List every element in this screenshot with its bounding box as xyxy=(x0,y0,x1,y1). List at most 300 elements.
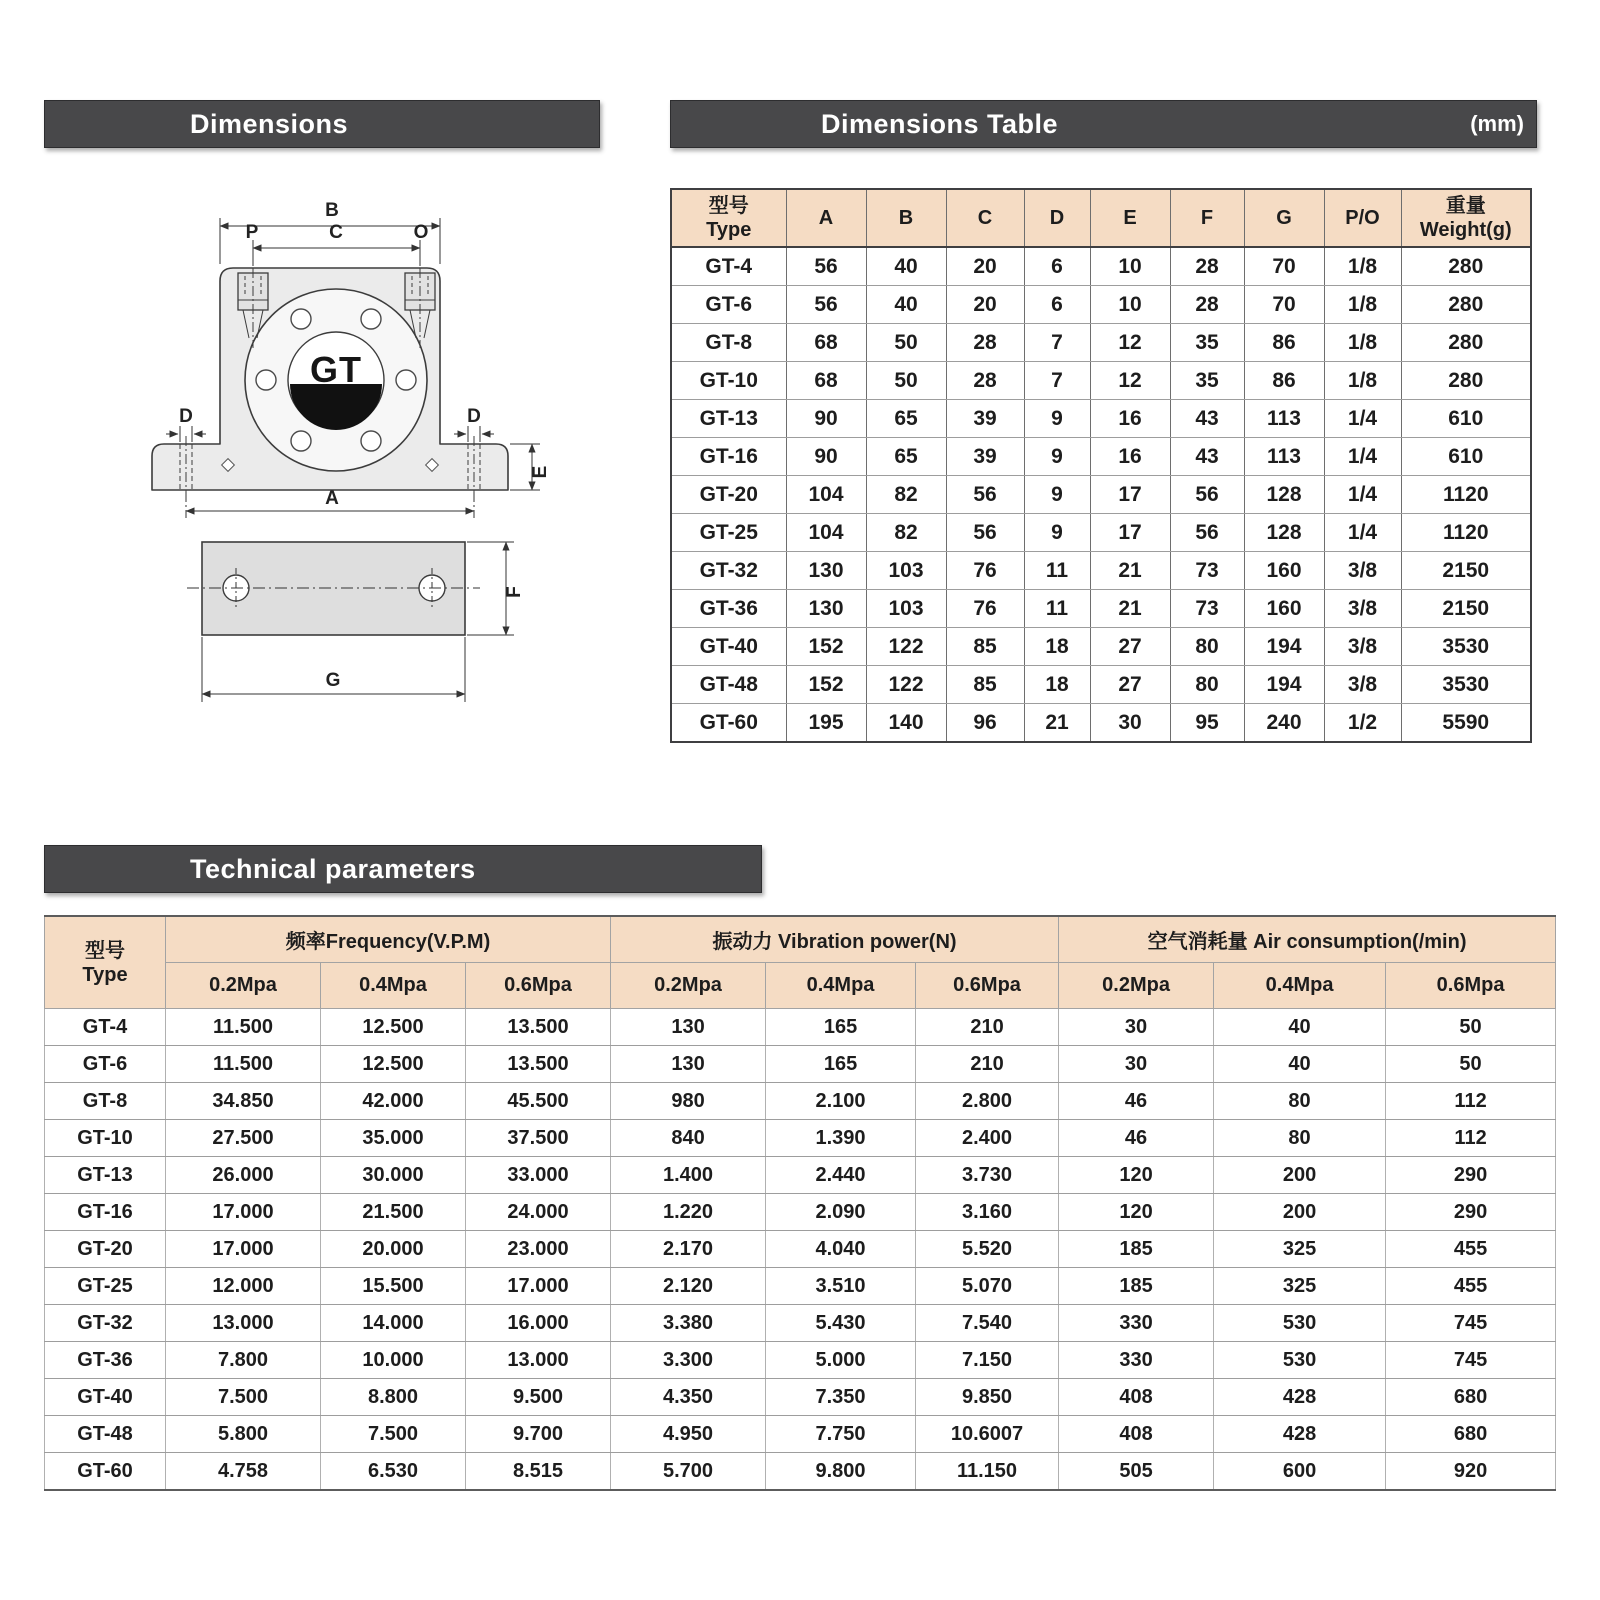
col-header-type xyxy=(45,916,166,1009)
value-cell: 3.380 xyxy=(611,1305,766,1342)
value-cell: 1/4 xyxy=(1324,514,1401,552)
value-cell: 200 xyxy=(1214,1157,1386,1194)
value-cell: 80 xyxy=(1170,628,1244,666)
value-cell: 43 xyxy=(1170,438,1244,476)
value-cell: 194 xyxy=(1244,666,1324,704)
value-cell: 13.000 xyxy=(466,1342,611,1379)
value-cell: 17.000 xyxy=(166,1231,321,1268)
table-row xyxy=(671,476,1531,514)
value-cell: 76 xyxy=(946,590,1024,628)
pressure-header: 0.6Mpa xyxy=(916,963,1059,1009)
technical-parameters-table xyxy=(44,915,1556,1491)
table-row xyxy=(45,1416,1556,1453)
table-row xyxy=(671,286,1531,324)
type-cell: GT-8 xyxy=(671,324,786,362)
value-cell: 2.120 xyxy=(611,1268,766,1305)
value-cell: 24.000 xyxy=(466,1194,611,1231)
value-cell: 4.950 xyxy=(611,1416,766,1453)
pressure-header: 0.6Mpa xyxy=(466,963,611,1009)
type-cell: GT-60 xyxy=(671,704,786,743)
value-cell: 16 xyxy=(1090,438,1170,476)
value-cell: 160 xyxy=(1244,590,1324,628)
type-cell: GT-32 xyxy=(671,552,786,590)
value-cell: 28 xyxy=(946,362,1024,400)
technical-table-body xyxy=(45,1009,1556,1491)
value-cell: 1.390 xyxy=(766,1120,916,1157)
value-cell: 11.500 xyxy=(166,1046,321,1083)
value-cell: 40 xyxy=(1214,1046,1386,1083)
pressure-header: 0.6Mpa xyxy=(1386,963,1556,1009)
value-cell: 1.220 xyxy=(611,1194,766,1231)
type-cell: GT-25 xyxy=(45,1268,166,1305)
col-header-d: D xyxy=(1024,189,1090,247)
table-row xyxy=(671,552,1531,590)
value-cell: 15.500 xyxy=(321,1268,466,1305)
table-row xyxy=(45,1194,1556,1231)
value-cell: 82 xyxy=(866,514,946,552)
value-cell: 120 xyxy=(1059,1194,1214,1231)
value-cell: 325 xyxy=(1214,1268,1386,1305)
value-cell: 65 xyxy=(866,400,946,438)
dim-label-g: G xyxy=(325,670,341,691)
value-cell: 76 xyxy=(946,552,1024,590)
front-view xyxy=(152,200,551,518)
value-cell: 56 xyxy=(786,286,866,324)
value-cell: 1/4 xyxy=(1324,400,1401,438)
value-cell: 185 xyxy=(1059,1268,1214,1305)
value-cell: 7 xyxy=(1024,324,1090,362)
value-cell: 50 xyxy=(866,324,946,362)
group-header-air-consumption: 空气消耗量 Air consumption(/min) xyxy=(1059,916,1556,963)
pressure-header: 0.2Mpa xyxy=(1059,963,1214,1009)
value-cell: 4.758 xyxy=(166,1453,321,1491)
value-cell: 14.000 xyxy=(321,1305,466,1342)
value-cell: 104 xyxy=(786,476,866,514)
value-cell: 9 xyxy=(1024,400,1090,438)
value-cell: 40 xyxy=(1214,1009,1386,1046)
type-cell: GT-20 xyxy=(671,476,786,514)
value-cell: 130 xyxy=(786,590,866,628)
value-cell: 5.430 xyxy=(766,1305,916,1342)
pressure-header: 0.2Mpa xyxy=(611,963,766,1009)
dim-label-c: C xyxy=(329,222,343,243)
dimension-drawing xyxy=(130,180,600,740)
value-cell: 120 xyxy=(1059,1157,1214,1194)
type-cell: GT-16 xyxy=(45,1194,166,1231)
value-cell: 40 xyxy=(866,247,946,286)
table-row xyxy=(671,362,1531,400)
dim-label-f: F xyxy=(504,586,525,598)
value-cell: 530 xyxy=(1214,1305,1386,1342)
col-header-type-cn: 型号 xyxy=(708,195,749,217)
type-cell: GT-6 xyxy=(45,1046,166,1083)
value-cell: 73 xyxy=(1170,552,1244,590)
value-cell: 20.000 xyxy=(321,1231,466,1268)
dim-label-o: O xyxy=(413,222,429,243)
col-header-f: F xyxy=(1170,189,1244,247)
dim-c xyxy=(253,240,420,266)
value-cell: 11.500 xyxy=(166,1009,321,1046)
value-cell: 2.170 xyxy=(611,1231,766,1268)
value-cell: 13.500 xyxy=(466,1009,611,1046)
value-cell: 210 xyxy=(916,1046,1059,1083)
value-cell: 21 xyxy=(1024,704,1090,743)
value-cell: 240 xyxy=(1244,704,1324,743)
value-cell: 56 xyxy=(1170,514,1244,552)
value-cell: 122 xyxy=(866,628,946,666)
dimensions-table-body xyxy=(671,247,1531,742)
value-cell: 3530 xyxy=(1401,666,1531,704)
col-header-type-cn: 型号 xyxy=(85,939,125,962)
table-row xyxy=(45,1379,1556,1416)
value-cell: 16 xyxy=(1090,400,1170,438)
value-cell: 113 xyxy=(1244,400,1324,438)
value-cell: 745 xyxy=(1386,1342,1556,1379)
pressure-header: 0.4Mpa xyxy=(766,963,916,1009)
value-cell: 90 xyxy=(786,400,866,438)
value-cell: 30 xyxy=(1059,1009,1214,1046)
value-cell: 10 xyxy=(1090,286,1170,324)
value-cell: 86 xyxy=(1244,362,1324,400)
value-cell: 7.800 xyxy=(166,1342,321,1379)
value-cell: 2.090 xyxy=(766,1194,916,1231)
value-cell: 4.040 xyxy=(766,1231,916,1268)
col-header-weight-cn: 重量 xyxy=(1445,195,1486,217)
value-cell: 530 xyxy=(1214,1342,1386,1379)
value-cell: 3.730 xyxy=(916,1157,1059,1194)
technical-section-header xyxy=(44,845,762,893)
value-cell: 70 xyxy=(1244,286,1324,324)
type-cell: GT-4 xyxy=(45,1009,166,1046)
value-cell: 8.515 xyxy=(466,1453,611,1491)
value-cell: 610 xyxy=(1401,400,1531,438)
value-cell: 68 xyxy=(786,324,866,362)
value-cell: 7.540 xyxy=(916,1305,1059,1342)
type-cell: GT-16 xyxy=(671,438,786,476)
type-cell: GT-13 xyxy=(671,400,786,438)
value-cell: 17.000 xyxy=(166,1194,321,1231)
value-cell: 17 xyxy=(1090,514,1170,552)
value-cell: 20 xyxy=(946,286,1024,324)
technical-title: Technical parameters xyxy=(190,853,476,884)
value-cell: 9 xyxy=(1024,514,1090,552)
value-cell: 90 xyxy=(786,438,866,476)
value-cell: 50 xyxy=(866,362,946,400)
value-cell: 2150 xyxy=(1401,590,1531,628)
value-cell: 40 xyxy=(866,286,946,324)
value-cell: 920 xyxy=(1386,1453,1556,1491)
pressure-header: 0.4Mpa xyxy=(1214,963,1386,1009)
value-cell: 56 xyxy=(1170,476,1244,514)
value-cell: 35 xyxy=(1170,324,1244,362)
value-cell: 11.150 xyxy=(916,1453,1059,1491)
value-cell: 980 xyxy=(611,1083,766,1120)
col-header-type-en: Type xyxy=(706,219,752,241)
value-cell: 104 xyxy=(786,514,866,552)
value-cell: 2.440 xyxy=(766,1157,916,1194)
value-cell: 152 xyxy=(786,666,866,704)
dim-label-d-left: D xyxy=(179,406,193,427)
value-cell: 6.530 xyxy=(321,1453,466,1491)
value-cell: 840 xyxy=(611,1120,766,1157)
table-row xyxy=(45,1231,1556,1268)
value-cell: 122 xyxy=(866,666,946,704)
table-row xyxy=(671,324,1531,362)
value-cell: 45.500 xyxy=(466,1083,611,1120)
value-cell: 1/4 xyxy=(1324,438,1401,476)
value-cell: 5.800 xyxy=(166,1416,321,1453)
pressure-header: 0.4Mpa xyxy=(321,963,466,1009)
value-cell: 1120 xyxy=(1401,514,1531,552)
value-cell: 6 xyxy=(1024,286,1090,324)
value-cell: 2.100 xyxy=(766,1083,916,1120)
value-cell: 3/8 xyxy=(1324,590,1401,628)
value-cell: 12.000 xyxy=(166,1268,321,1305)
value-cell: 1/8 xyxy=(1324,324,1401,362)
table-row xyxy=(45,1305,1556,1342)
value-cell: 280 xyxy=(1401,286,1531,324)
value-cell: 103 xyxy=(866,590,946,628)
value-cell: 7 xyxy=(1024,362,1090,400)
value-cell: 56 xyxy=(946,476,1024,514)
value-cell: 2150 xyxy=(1401,552,1531,590)
value-cell: 325 xyxy=(1214,1231,1386,1268)
value-cell: 7.500 xyxy=(321,1416,466,1453)
value-cell: 96 xyxy=(946,704,1024,743)
value-cell: 82 xyxy=(866,476,946,514)
table-row xyxy=(45,1157,1556,1194)
value-cell: 1/8 xyxy=(1324,362,1401,400)
value-cell: 165 xyxy=(766,1046,916,1083)
value-cell: 290 xyxy=(1386,1157,1556,1194)
value-cell: 2.800 xyxy=(916,1083,1059,1120)
value-cell: 3/8 xyxy=(1324,666,1401,704)
value-cell: 27.500 xyxy=(166,1120,321,1157)
col-header-b: B xyxy=(866,189,946,247)
value-cell: 43 xyxy=(1170,400,1244,438)
value-cell: 3.510 xyxy=(766,1268,916,1305)
value-cell: 103 xyxy=(866,552,946,590)
value-cell: 5.070 xyxy=(916,1268,1059,1305)
dim-label-a: A xyxy=(325,488,339,509)
value-cell: 50 xyxy=(1386,1009,1556,1046)
value-cell: 26.000 xyxy=(166,1157,321,1194)
value-cell: 680 xyxy=(1386,1416,1556,1453)
value-cell: 165 xyxy=(766,1009,916,1046)
value-cell: 5.700 xyxy=(611,1453,766,1491)
col-header-po: P/O xyxy=(1324,189,1401,247)
value-cell: 3530 xyxy=(1401,628,1531,666)
value-cell: 9.700 xyxy=(466,1416,611,1453)
type-cell: GT-36 xyxy=(671,590,786,628)
dimensions-title: Dimensions xyxy=(190,108,349,139)
value-cell: 10 xyxy=(1090,247,1170,286)
type-cell: GT-48 xyxy=(671,666,786,704)
type-cell: GT-10 xyxy=(45,1120,166,1157)
table-row xyxy=(671,704,1531,743)
value-cell: 152 xyxy=(786,628,866,666)
value-cell: 39 xyxy=(946,400,1024,438)
col-header-a: A xyxy=(786,189,866,247)
dimensions-table-title: Dimensions Table xyxy=(821,108,1059,139)
col-header-weight xyxy=(1401,189,1531,247)
value-cell: 68 xyxy=(786,362,866,400)
value-cell: 20 xyxy=(946,247,1024,286)
value-cell: 280 xyxy=(1401,324,1531,362)
value-cell: 9.800 xyxy=(766,1453,916,1491)
value-cell: 18 xyxy=(1024,666,1090,704)
value-cell: 34.850 xyxy=(166,1083,321,1120)
product-label: GT xyxy=(310,349,362,390)
value-cell: 130 xyxy=(611,1046,766,1083)
value-cell: 85 xyxy=(946,666,1024,704)
value-cell: 73 xyxy=(1170,590,1244,628)
value-cell: 9.500 xyxy=(466,1379,611,1416)
dim-label-d-right: D xyxy=(467,406,481,427)
value-cell: 27 xyxy=(1090,628,1170,666)
value-cell: 5.000 xyxy=(766,1342,916,1379)
group-header-frequency: 频率Frequency(V.P.M) xyxy=(166,916,611,963)
value-cell: 9 xyxy=(1024,476,1090,514)
value-cell: 4.350 xyxy=(611,1379,766,1416)
value-cell: 28 xyxy=(1170,247,1244,286)
value-cell: 11 xyxy=(1024,552,1090,590)
col-header-type xyxy=(671,189,786,247)
value-cell: 600 xyxy=(1214,1453,1386,1491)
value-cell: 85 xyxy=(946,628,1024,666)
table-row xyxy=(45,1083,1556,1120)
type-cell: GT-8 xyxy=(45,1083,166,1120)
value-cell: 86 xyxy=(1244,324,1324,362)
value-cell: 7.500 xyxy=(166,1379,321,1416)
type-cell: GT-6 xyxy=(671,286,786,324)
value-cell: 140 xyxy=(866,704,946,743)
value-cell: 1/8 xyxy=(1324,286,1401,324)
table-row xyxy=(671,590,1531,628)
value-cell: 1120 xyxy=(1401,476,1531,514)
value-cell: 17.000 xyxy=(466,1268,611,1305)
value-cell: 428 xyxy=(1214,1416,1386,1453)
type-cell: GT-40 xyxy=(45,1379,166,1416)
value-cell: 16.000 xyxy=(466,1305,611,1342)
value-cell: 65 xyxy=(866,438,946,476)
value-cell: 33.000 xyxy=(466,1157,611,1194)
value-cell: 128 xyxy=(1244,476,1324,514)
value-cell: 21.500 xyxy=(321,1194,466,1231)
value-cell: 112 xyxy=(1386,1120,1556,1157)
value-cell: 200 xyxy=(1214,1194,1386,1231)
value-cell: 280 xyxy=(1401,247,1531,286)
value-cell: 194 xyxy=(1244,628,1324,666)
type-cell: GT-20 xyxy=(45,1231,166,1268)
value-cell: 680 xyxy=(1386,1379,1556,1416)
value-cell: 505 xyxy=(1059,1453,1214,1491)
value-cell: 128 xyxy=(1244,514,1324,552)
value-cell: 9.850 xyxy=(916,1379,1059,1416)
table-row xyxy=(671,400,1531,438)
table-row xyxy=(45,1120,1556,1157)
type-cell: GT-13 xyxy=(45,1157,166,1194)
value-cell: 455 xyxy=(1386,1231,1556,1268)
value-cell: 9 xyxy=(1024,438,1090,476)
value-cell: 5590 xyxy=(1401,704,1531,743)
col-header-e: E xyxy=(1090,189,1170,247)
group-header-vibration-power: 振动力 Vibration power(N) xyxy=(611,916,1059,963)
value-cell: 6 xyxy=(1024,247,1090,286)
table-row xyxy=(671,514,1531,552)
value-cell: 21 xyxy=(1090,590,1170,628)
value-cell: 10.6007 xyxy=(916,1416,1059,1453)
value-cell: 1/2 xyxy=(1324,704,1401,743)
value-cell: 46 xyxy=(1059,1120,1214,1157)
value-cell: 408 xyxy=(1059,1379,1214,1416)
value-cell: 1.400 xyxy=(611,1157,766,1194)
value-cell: 130 xyxy=(611,1009,766,1046)
value-cell: 13.500 xyxy=(466,1046,611,1083)
type-cell: GT-32 xyxy=(45,1305,166,1342)
value-cell: 408 xyxy=(1059,1416,1214,1453)
dimensions-table xyxy=(670,188,1532,743)
col-header-g: G xyxy=(1244,189,1324,247)
value-cell: 17 xyxy=(1090,476,1170,514)
value-cell: 112 xyxy=(1386,1083,1556,1120)
value-cell: 56 xyxy=(946,514,1024,552)
unit-note: (mm) xyxy=(1470,111,1524,136)
value-cell: 12.500 xyxy=(321,1046,466,1083)
value-cell: 23.000 xyxy=(466,1231,611,1268)
dim-label-e: E xyxy=(530,465,551,479)
value-cell: 3/8 xyxy=(1324,552,1401,590)
col-header-weight-en: Weight(g) xyxy=(1419,219,1512,241)
table-row xyxy=(671,438,1531,476)
type-cell: GT-48 xyxy=(45,1416,166,1453)
table-row xyxy=(671,247,1531,286)
col-header-type-en: Type xyxy=(82,963,128,986)
value-cell: 113 xyxy=(1244,438,1324,476)
technical-table-group-row xyxy=(45,916,1556,963)
bottom-view xyxy=(187,542,525,702)
type-cell: GT-4 xyxy=(671,247,786,286)
value-cell: 10.000 xyxy=(321,1342,466,1379)
table-row xyxy=(45,1046,1556,1083)
type-cell: GT-10 xyxy=(671,362,786,400)
value-cell: 745 xyxy=(1386,1305,1556,1342)
value-cell: 35 xyxy=(1170,362,1244,400)
value-cell: 210 xyxy=(916,1009,1059,1046)
value-cell: 1/8 xyxy=(1324,247,1401,286)
value-cell: 21 xyxy=(1090,552,1170,590)
value-cell: 11 xyxy=(1024,590,1090,628)
type-cell: GT-25 xyxy=(671,514,786,552)
value-cell: 18 xyxy=(1024,628,1090,666)
value-cell: 610 xyxy=(1401,438,1531,476)
table-row xyxy=(671,628,1531,666)
table-row xyxy=(671,666,1531,704)
value-cell: 30 xyxy=(1090,704,1170,743)
value-cell: 330 xyxy=(1059,1305,1214,1342)
value-cell: 330 xyxy=(1059,1342,1214,1379)
value-cell: 428 xyxy=(1214,1379,1386,1416)
table-row xyxy=(45,1342,1556,1379)
value-cell: 160 xyxy=(1244,552,1324,590)
dim-label-b: B xyxy=(325,200,339,221)
col-header-c: C xyxy=(946,189,1024,247)
value-cell: 42.000 xyxy=(321,1083,466,1120)
value-cell: 80 xyxy=(1214,1120,1386,1157)
dim-label-p: P xyxy=(245,222,259,243)
value-cell: 70 xyxy=(1244,247,1324,286)
value-cell: 7.150 xyxy=(916,1342,1059,1379)
